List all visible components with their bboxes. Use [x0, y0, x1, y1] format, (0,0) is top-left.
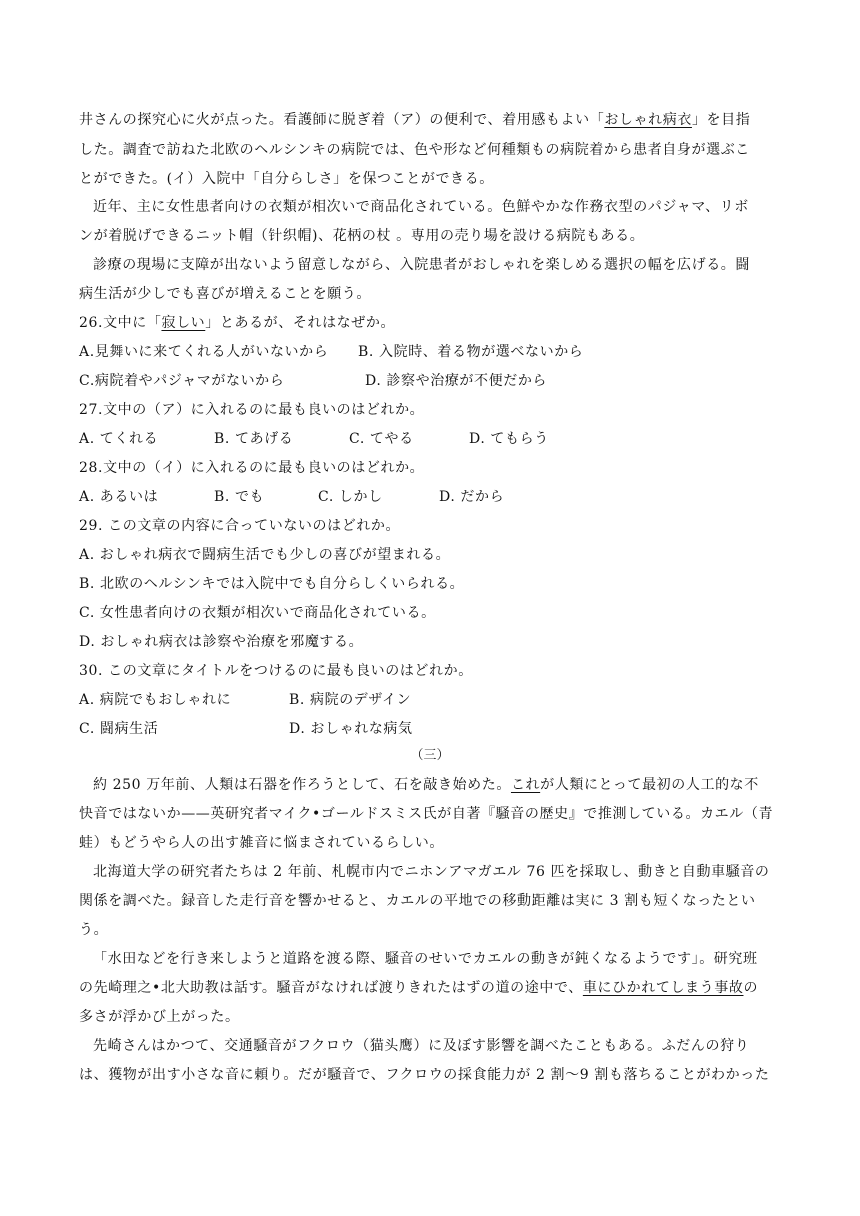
question-27-stem: 27.文中の（ア）に入れるのに最も良いのはどれか。 — [79, 402, 425, 418]
option-a: A. おしゃれ病衣で闘病生活でも少しの喜びが望まれる。 — [79, 547, 451, 563]
option-c: C. 闘病生活 — [79, 721, 159, 737]
passage-line: は、獲物が出す小さな音に頼り。だが騒音で、フクロウの採食能力が 2 割〜9 割も落ちることがわかった — [79, 1067, 770, 1083]
option-c: C. しかし — [318, 489, 383, 505]
text: 」とあるが、それはなぜか。 — [205, 315, 396, 331]
option-d: D. だから — [439, 489, 505, 505]
passage-line: とができた。(イ）入院中「自分らしさ」を保つことができる。 — [79, 171, 494, 187]
text: の — [743, 980, 759, 996]
option-d: D. てもらう — [469, 431, 549, 447]
passage-line — [93, 775, 797, 795]
text: の先崎理之•北大助教は話す。騒音がなければ渡りきれたはずの道の途中で、 — [79, 980, 583, 996]
underlined-phrase: おしゃれ病衣 — [604, 112, 692, 128]
passage-line — [79, 110, 783, 130]
option-c: C. てやる — [349, 431, 414, 447]
passage-line: 関係を調べた。録音した走行音を響かせると、カエルの平地での移動距離は実に 3 割も短くなったとい — [79, 893, 756, 909]
underlined-phrase: これ — [510, 777, 541, 793]
option-b: B. てあげる — [214, 431, 294, 447]
option-a: A.見舞いに来てくれる人がいないから — [79, 344, 329, 360]
underlined-phrase: 寂しい — [161, 315, 206, 331]
passage-line: 「水田などを行き来しようと道路を渡る際、騒音のせいでカエルの動きが鈍くなるようです」。研究班 — [93, 951, 758, 967]
option-b: B. 北欧のヘルシンキでは入院中でも自分らしくいられる。 — [79, 576, 465, 592]
option-b: B. 入院時、着る物が選べないから — [358, 344, 584, 360]
passage-line — [79, 978, 783, 998]
option-a: A. てくれる — [79, 431, 159, 447]
option-b: B. でも — [214, 489, 265, 505]
option-c: C. 女性患者向けの衣類が相次いで商品化されている。 — [79, 605, 436, 621]
text: 26.文中に「 — [79, 315, 162, 331]
passage-line: 蛙）もどうやら人の出す雑音に悩まされているらしい。 — [79, 835, 444, 851]
text: 」を目指 — [691, 112, 751, 128]
question-28-stem: 28.文中の（イ）に入れるのに最も良いのはどれか。 — [79, 460, 425, 476]
passage-line: 先崎さんはかつて、交通騒音がフクロウ（猫头鹰）に及ぼす影響を調べたこともある。ふだんの狩り — [93, 1038, 750, 1054]
passage-line: ンが着脱げできるニット帽（针织帽)、花柄の杖 。専用の売り場を設ける病院もある。 — [79, 228, 645, 244]
passage-line: う。 — [79, 922, 109, 938]
passage-line: 診療の現場に支障が出ないよう留意しながら、入院患者がおしゃれを楽しめる選択の幅を広げる。闘 — [93, 257, 750, 273]
passage-line: した。調査で訪ねた北欧のヘルシンキの病院では、色や形など何種類もの病院着から患者自身が選ぶこ — [79, 142, 750, 158]
option-c: C.病院着やパジャマがないから — [79, 373, 285, 389]
passage-line: 多さが浮かび上がった。 — [79, 1009, 240, 1025]
question-30-stem: 30. この文章にタイトルをつけるのに最も良いのはどれか。 — [79, 663, 473, 679]
question-26-stem — [79, 313, 783, 333]
text: が人類にとって最初の人工的な不 — [540, 777, 759, 793]
passage-line: 病生活が少しでも喜びが増えることを願う。 — [79, 286, 371, 302]
option-d: D. おしゃれ病衣は診察や治療を邪魔する。 — [79, 634, 364, 650]
text: 約 250 万年前、人類は石器を作ろうとして、石を敲き始めた。 — [93, 777, 511, 793]
option-d: D. 診察や治療が不便だから — [365, 373, 548, 389]
text: 井さんの探究心に火が点った。看護師に脱ぎ着（ア）の便利で、着用感もよい「 — [79, 112, 605, 128]
section-heading: （三） — [410, 748, 450, 763]
option-a: A. 病院でもおしゃれに — [79, 692, 232, 708]
option-b: B. 病院のデザイン — [289, 692, 412, 708]
option-d: D. おしゃれな病気 — [289, 721, 413, 737]
question-29-stem: 29. この文章の内容に合っていないのはどれか。 — [79, 518, 401, 534]
underlined-phrase: 車にひかれてしまう事故 — [582, 980, 744, 996]
passage-line: 快音ではないか——英研究者マイク•ゴールドスミス氏が自著『騒音の歴史』で推測している。カエル（青 — [79, 806, 774, 822]
passage-line: 北海道大学の研究者たちは 2 年前、札幌市内でニホンアマガエル 76 匹を採取し、動きと自動車騒音の — [93, 864, 770, 880]
option-a: A. あるいは — [79, 489, 159, 505]
passage-line: 近年、主に女性患者向けの衣類が相次いで商品化されている。色鮮やかな作務衣型のパジャマ、リボ — [93, 199, 749, 215]
